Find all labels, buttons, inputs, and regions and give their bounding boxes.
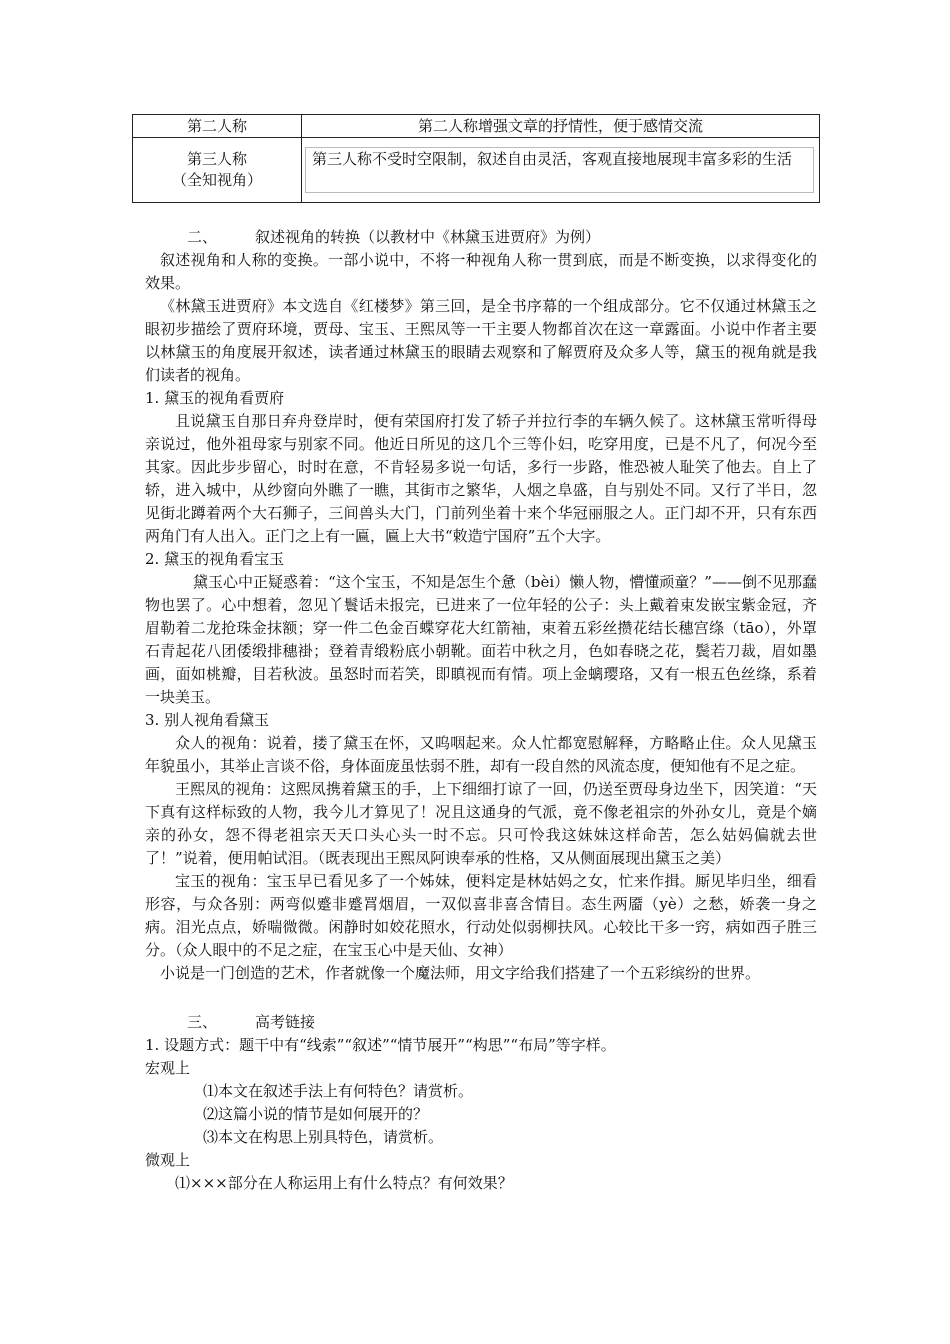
table-cell-person <box>133 115 302 138</box>
person-description: 第二人称增强文章的抒情性，便于感情交流 <box>417 116 703 135</box>
table-cell-person <box>133 138 302 203</box>
paragraph: 叙述视角和人称的变换。一部小说中，不将一种视角人称一贯到底，而是不断变换，以求得变化的效果。 <box>145 251 817 292</box>
section-number: 二、 <box>187 228 218 246</box>
section-title: 叙述视角的转换（以教材中《林黛玉进贾府》为例） <box>255 228 601 246</box>
section-heading <box>145 226 817 249</box>
person-label: 第二人称 <box>186 116 247 135</box>
table-row <box>133 115 820 138</box>
document-body <box>145 226 817 1195</box>
table-row <box>133 138 820 203</box>
person-note: （全知视角） <box>171 171 262 189</box>
question-item: ⑴本文在叙述手法上有何特色？请赏析。 <box>203 1082 474 1100</box>
paragraph: 《林黛玉进贾府》本文选自《红楼梦》第三回，是全书序幕的一个组成部分。它不仅通过林黛玉之眼初步描绘了贾府环境，贾母、宝玉、王熙凤等一干主要人物都首次在这一章露面。小说中作者主要以林黛玉的角度展开叙述，读者通过林黛玉的眼睛去观察和了解贾府及众多人等，黛玉的视角就是我们读者的视角。 <box>145 297 817 384</box>
question-item: ⑶本文在构思上别具特色，请赏析。 <box>203 1128 444 1146</box>
section-title: 高考链接 <box>255 1013 316 1031</box>
subsection-heading: 3. 别人视角看黛玉 <box>145 711 270 729</box>
macro-label: 宏观上 <box>145 1059 191 1077</box>
person-label: 第三人称 <box>186 150 247 168</box>
paragraph: 黛玉心中正疑惑着：“这个宝玉，不知是怎生个惫（bèi）懒人物，懵懂顽童？”——倒不见那蠢物也罢了。心中想着，忽见丫鬟话未报完，已进来了一位年轻的公子：头上戴着束发嵌宝紫金冠，齐眉勒着二龙抢珠金抹额；穿一件二色金百蝶穿花大红箭袖，束着五彩丝攒花结长穗宫绦（tāo），外罩石青起花八团倭缎排穗褂；登着青缎粉底小朝靴。面若中秋之月，色如春晓之花，鬓若刀裁，眉如墨画，面如桃瓣，目若秋波。虽怒时而若笑，即瞋视而有情。项上金螭璎珞，又有一根五色丝绦，系着一块美玉。 <box>145 573 817 706</box>
subsection-heading: 1. 黛玉的视角看贾府 <box>145 389 285 407</box>
list-item: 1. 设题方式：题干中有“线索”“叙述”“情节展开”“构思”“布局”等字样。 <box>145 1036 616 1054</box>
section-heading <box>145 1011 817 1034</box>
paragraph: 众人的视角：说着，搂了黛玉在怀，又呜咽起来。众人忙都宽慰解释，方略略止住。众人见黛玉年貌虽小，其举止言谈不俗，身体面庞虽怯弱不胜，却有一段自然的风流态度，便知他有不足之症。 <box>145 734 817 775</box>
paragraph: 且说黛玉自那日弃舟登岸时，便有荣国府打发了轿子并拉行李的车辆久候了。这林黛玉常听得母亲说过，他外祖母家与别家不同。他近日所见的这几个三等仆妇，吃穿用度，已是不凡了，何况今至其家。因此步步留心，时时在意，不肯轻易多说一句话，多行一步路，惟恐被人耻笑了他去。自上了轿，进入城中，从纱窗向外瞧了一瞧，其街市之繁华，人烟之阜盛，自与别处不同。又行了半日，忽见街北蹲着两个大石狮子，三间兽头大门，门前列坐着十来个华冠丽服之人。正门却不开，只有东西两角门有人出入。正门之上有一匾，匾上大书“敕造宁国府”五个大字。 <box>145 412 817 545</box>
description-box <box>305 147 814 193</box>
question-item: ⑴×××部分在人称运用上有什么特点？有何效果？ <box>175 1174 513 1192</box>
narrative-person-table <box>132 114 820 203</box>
subsection-heading: 2. 黛玉的视角看宝玉 <box>145 550 285 568</box>
table-cell-description <box>302 138 820 203</box>
micro-label: 微观上 <box>145 1151 191 1169</box>
table-cell-description <box>302 115 820 138</box>
person-description: 第三人称不受时空限制，叙述自由灵活，客观直接地展现丰富多彩的生活 <box>312 150 793 168</box>
section-number: 三、 <box>187 1013 218 1031</box>
paragraph: 宝玉的视角：宝玉早已看见多了一个姊妹，便料定是林姑妈之女，忙来作揖。厮见毕归坐，细看形容，与众各别：两弯似蹙非蹙罥烟眉，一双似喜非喜含情目。态生两靥（yè）之愁，娇袭一身之病。泪光点点，娇喘微微。闲静时如姣花照水，行动处似弱柳扶风。心较比干多一窍，病如西子胜三分。（众人眼中的不足之症，在宝玉心中是天仙、女神） <box>145 872 817 959</box>
paragraph: 王熙凤的视角：这熙凤携着黛玉的手，上下细细打谅了一回，仍送至贾母身边坐下，因笑道：“天下真有这样标致的人物，我今儿才算见了！况且这通身的气派，竟不像老祖宗的外孙女儿，竟是个嫡亲的孙女，怨不得老祖宗天天口头心头一时不忘。只可怜我这妹妹这样命苦，怎么姑妈偏就去世了！”说着，便用帕试泪。（既表现出王熙凤阿谀奉承的性格，又从侧面展现出黛玉之美） <box>145 780 817 867</box>
paragraph: 小说是一门创造的艺术，作者就像一个魔法师，用文字给我们搭建了一个五彩缤纷的世界。 <box>160 964 761 982</box>
question-item: ⑵这篇小说的情节是如何展开的？ <box>203 1105 429 1123</box>
